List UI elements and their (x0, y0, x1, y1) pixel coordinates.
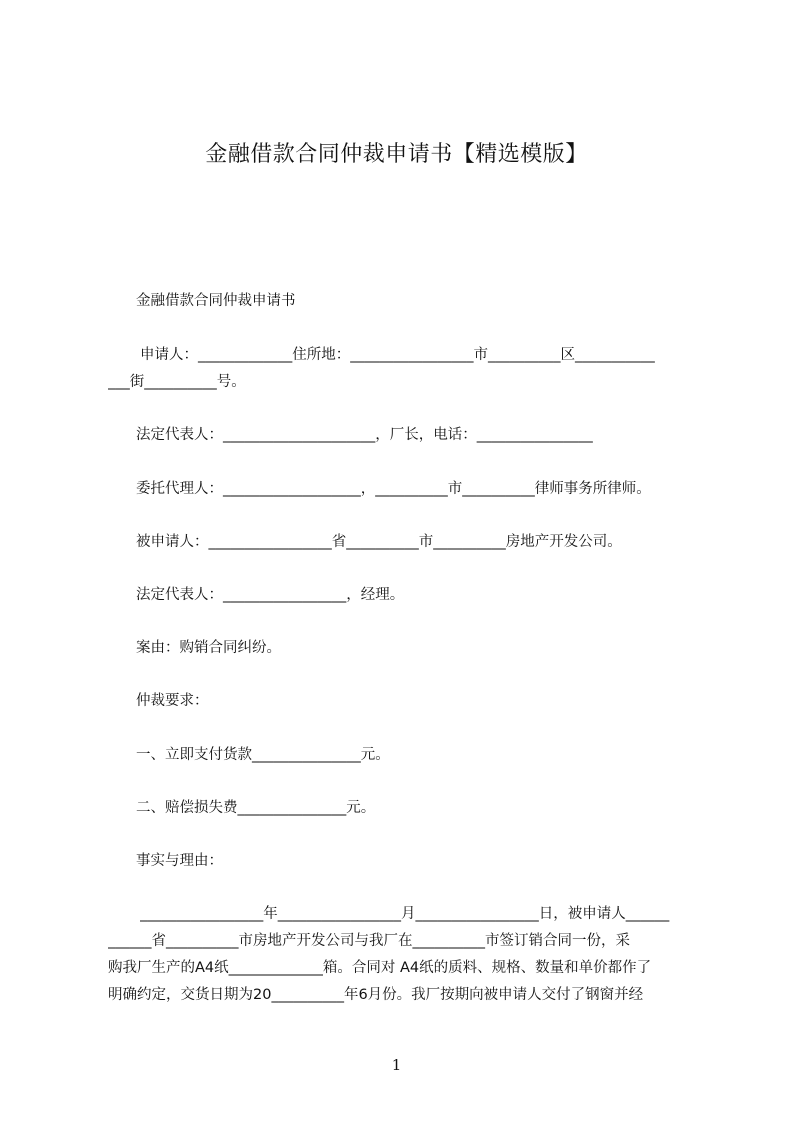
applicant-line: 申请人：_____________住所地：_________________市__________区___________ (140, 347, 655, 363)
page-number: 1 (391, 1056, 402, 1074)
document-title: 金融借款合同仲裁申请书【精选模版】 (205, 142, 588, 167)
applicant-line-cont: ___街__________号。 (108, 374, 246, 390)
legal-rep-line: 法定代表人：_____________________，厂长，电话：________________ (136, 427, 593, 443)
facts-paragraph-line: 购我厂生产的A4纸_____________箱。合同对 A4纸的质料、规格、数量和单价都作了 (108, 960, 652, 976)
agent-line: 委托代理人：___________________，__________市__________律师事务所律师。 (136, 481, 651, 497)
body-heading: 金融借款合同仲裁申请书 (136, 293, 296, 309)
respondent-line: 被申请人：_________________省__________市__________房地产开发公司。 (136, 534, 622, 550)
facts-paragraph-line: ______省__________市房地产开发公司与我厂在__________市签订销合同一份，采 (108, 933, 630, 949)
facts-paragraph-line: 明确约定，交货日期为20__________年6月份。我厂按期向被申请人交付了钢窗并经 (108, 987, 644, 1003)
case-cause-line: 案由：购销合同纠纷。 (136, 640, 281, 656)
facts-paragraph-line: _________________年_________________月_________________日，被申请人______ (140, 906, 670, 922)
claims-heading: 仲裁要求： (136, 693, 209, 709)
claim-item-1: 一、立即支付货款_______________元。 (136, 747, 390, 763)
claim-item-2: 二、赔偿损失费_______________元。 (136, 800, 376, 816)
facts-heading: 事实与理由： (136, 853, 223, 869)
respondent-legal-rep-line: 法定代表人：_________________，经理。 (136, 587, 405, 603)
